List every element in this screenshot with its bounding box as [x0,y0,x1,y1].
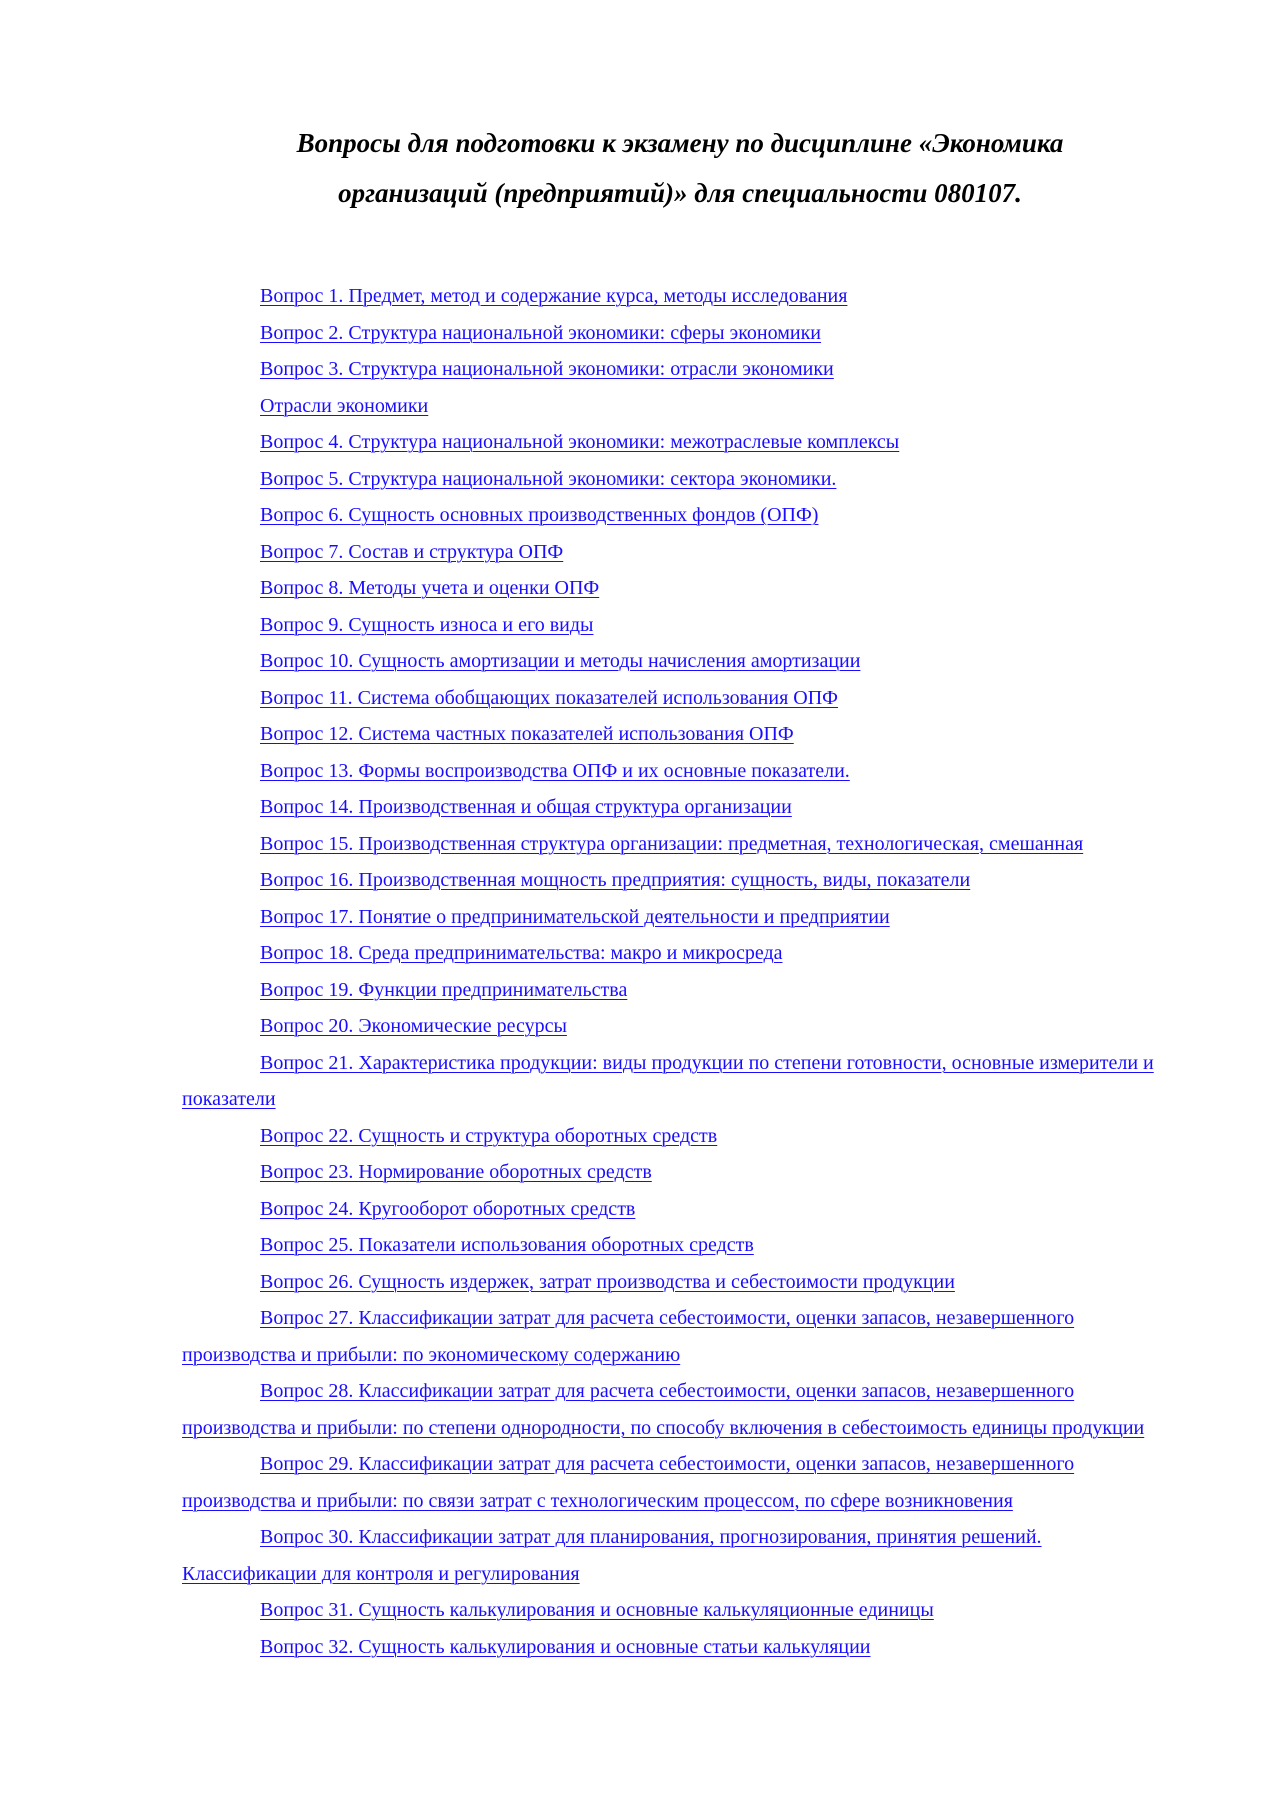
toc-link[interactable]: Вопрос 25. Показатели использования оборотных средств [260,1234,754,1256]
toc-link[interactable]: Вопрос 20. Экономические ресурсы [260,1015,567,1037]
toc-entry [182,1118,1162,1155]
toc-link[interactable]: Вопрос 26. Сущность издержек, затрат производства и себестоимости продукции [260,1270,955,1293]
toc-entry [182,899,1162,936]
toc-link[interactable]: Вопрос 1. Предмет, метод и содержание курса, методы исследования [260,285,848,307]
toc-link[interactable]: Вопрос 2. Структура национальной экономики: сферы экономики [260,321,821,344]
toc-link[interactable]: Вопрос 8. Методы учета и оценки ОПФ [260,577,600,599]
toc-link[interactable]: Вопрос 3. Структура национальной экономики: отрасли экономики [260,358,834,380]
table-of-contents [182,278,1162,1665]
toc-entry [182,1300,1162,1373]
toc-link[interactable]: Вопрос 15. Производственная структура организации: предметная, технологическая, смешанная [260,832,1084,855]
document-title [180,118,1180,218]
toc-link[interactable]: Вопрос 11. Система обобщающих показателей использования ОПФ [260,686,838,709]
toc-entry [182,1045,1162,1118]
toc-link[interactable]: Вопрос 22. Сущность и структура оборотных средств [260,1124,718,1147]
toc-entry [182,643,1162,680]
toc-link[interactable]: Вопрос 16. Производственная мощность предприятия: сущность, виды, показатели [260,869,971,891]
toc-link[interactable]: Вопрос 7. Состав и структура ОПФ [260,540,564,563]
toc-entry [182,424,1162,461]
toc-entry [182,1191,1162,1228]
toc-link[interactable]: Вопрос 24. Кругооборот оборотных средств [260,1197,636,1220]
toc-entry [182,1227,1162,1264]
toc-link[interactable]: Вопрос 9. Сущность износа и его виды [260,613,594,636]
toc-link[interactable]: Вопрос 32. Сущность калькулирования и основные статьи калькуляции [260,1635,871,1658]
toc-entry [182,570,1162,607]
toc-entry [182,1629,1162,1666]
toc-link[interactable]: Вопрос 14. Производственная и общая структура организации [260,796,792,818]
toc-entry [182,716,1162,753]
toc-link[interactable]: Вопрос 6. Сущность основных производственных фондов (ОПФ) [260,504,819,526]
toc-link[interactable]: Отрасли экономики [260,394,429,417]
toc-entry [182,461,1162,498]
toc-entry [182,1154,1162,1191]
toc-link[interactable]: Вопрос 30. Классификации затрат для планирования, прогнозирования, принятия решений. Классификации для контроля и регулирования [182,1526,1042,1585]
toc-link[interactable]: Вопрос 12. Система частных показателей использования ОПФ [260,723,794,745]
toc-link[interactable]: Вопрос 13. Формы воспроизводства ОПФ и их основные показатели. [260,759,850,782]
toc-entry [182,1446,1162,1519]
toc-link[interactable]: Вопрос 23. Нормирование оборотных средств [260,1161,652,1183]
toc-link[interactable]: Вопрос 4. Структура национальной экономики: межотраслевые комплексы [260,431,900,453]
toc-entry [182,753,1162,790]
toc-link[interactable]: Вопрос 19. Функции предпринимательства [260,978,628,1001]
toc-entry [182,1264,1162,1301]
toc-link[interactable]: Вопрос 21. Характеристика продукции: виды продукции по степени готовности, основные измерители и показатели [182,1051,1154,1110]
toc-link[interactable]: Вопрос 27. Классификации затрат для расчета себестоимости, оценки запасов, незавершенного производства и прибыли: по экономическому содержанию [182,1307,1075,1366]
toc-entry [182,1008,1162,1045]
toc-link[interactable]: Вопрос 5. Структура национальной экономики: сектора экономики. [260,467,837,490]
toc-link[interactable]: Вопрос 31. Сущность калькулирования и основные калькуляционные единицы [260,1599,934,1621]
toc-link[interactable]: Вопрос 28. Классификации затрат для расчета себестоимости, оценки запасов, незавершенного производства и прибыли: по степени однородности, по способу включения в себестоимость единицы продукции [182,1380,1145,1439]
title-line-1: Вопросы для подготовки к экзамену по дисциплине «Экономика [296,128,1064,158]
toc-entry [182,534,1162,571]
toc-entry [182,497,1162,534]
toc-entry [182,826,1162,863]
toc-entry [182,1373,1162,1446]
title-line-2: организаций (предприятий)» для специальности 080107. [338,178,1022,208]
toc-link[interactable]: Вопрос 18. Среда предпринимательства: макро и микросреда [260,942,783,964]
toc-entry [182,935,1162,972]
toc-entry [182,278,1162,315]
toc-entry [182,1592,1162,1629]
toc-link[interactable]: Вопрос 17. Понятие о предпринимательской деятельности и предприятии [260,905,890,928]
toc-entry [182,680,1162,717]
toc-entry [182,388,1162,425]
toc-entry [182,351,1162,388]
toc-entry [182,315,1162,352]
toc-entry [182,1519,1162,1592]
toc-link[interactable]: Вопрос 29. Классификации затрат для расчета себестоимости, оценки запасов, незавершенного производства и прибыли: по связи затрат с технологическим процессом, по сфере возникновения [182,1453,1075,1512]
toc-entry [182,972,1162,1009]
toc-entry [182,607,1162,644]
toc-entry [182,862,1162,899]
toc-link[interactable]: Вопрос 10. Сущность амортизации и методы начисления амортизации [260,650,861,672]
toc-entry [182,789,1162,826]
